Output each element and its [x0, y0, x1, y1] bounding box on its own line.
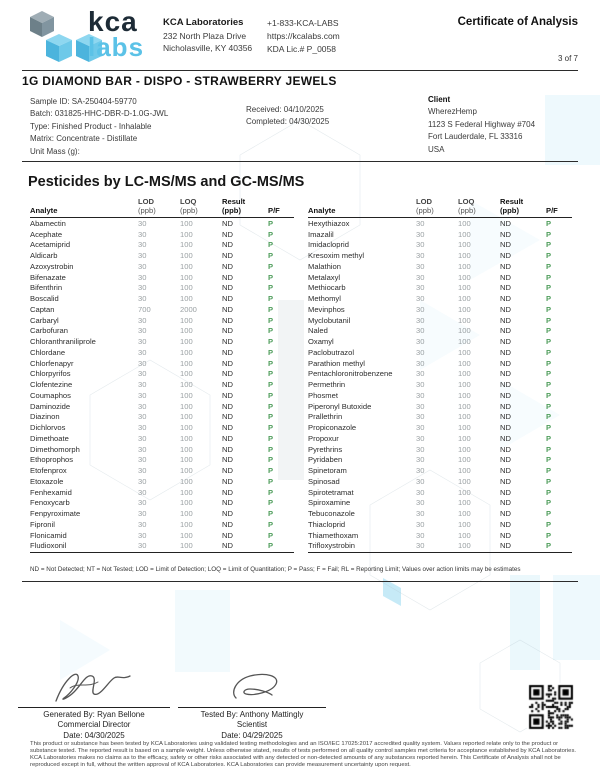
lab-name: KCA Laboratories — [163, 17, 244, 28]
col-header-result: Result (ppb) — [500, 198, 546, 218]
table-row: Spinosad 30 100 ND P — [308, 476, 552, 486]
sample-type: Type: Finished Product - Inhalable — [30, 121, 152, 131]
generated-by-signature-icon — [34, 668, 154, 706]
tested-by-title: Scientist — [236, 720, 268, 730]
generated-by-signature-line — [18, 707, 170, 708]
sample-divider — [22, 161, 578, 162]
table-row: Propiconazole 30 100 ND P — [308, 423, 552, 433]
client-label: Client — [428, 95, 451, 104]
tested-by-signature-line — [178, 707, 326, 708]
tested-by-signature-block — [178, 668, 326, 741]
col-header-loq: LOQ (ppb) — [458, 198, 500, 218]
table-row: Thiamethoxam 30 100 ND P — [308, 530, 552, 540]
page-number: 3 of 7 — [557, 54, 578, 63]
lab-website[interactable]: https://kcalabs.com — [267, 30, 340, 41]
col-header-lod: LOD (ppb) — [138, 198, 180, 218]
sample-matrix: Matrix: Concentrate - Distillate — [30, 134, 138, 144]
table-row: Fludioxonil 30 100 ND P — [30, 541, 294, 552]
generated-by-title: Commercial Director — [57, 720, 131, 730]
table-row: Daminozide 30 100 ND P — [30, 401, 274, 411]
table-row: Pyridaben 30 100 ND P — [308, 455, 552, 465]
lab-license: KDA Lic.# P_0058 — [267, 43, 336, 54]
col-header-loq: LOQ (ppb) — [180, 198, 222, 218]
dates-block — [246, 104, 329, 129]
table-row: Spinetoram 30 100 ND P — [308, 466, 552, 476]
table-row: Fenpyroximate 30 100 ND P — [30, 509, 274, 519]
table-row: Kresoxim methyl 30 100 ND P — [308, 251, 552, 261]
table-row: Pentachloronitrobenzene 30 100 ND P — [308, 369, 552, 379]
lab-phone: +1-833-KCA-LABS — [267, 18, 339, 28]
logo-text-kca: kca — [88, 6, 138, 37]
section-title: Pesticides by LC-MS/MS and GC-MS/MS — [28, 174, 305, 190]
table-row: Naled 30 100 ND P — [308, 326, 552, 336]
received-date: Received: 04/10/2025 — [246, 105, 324, 114]
table-row: Coumaphos 30 100 ND P — [30, 390, 274, 400]
table-row: Boscalid 30 100 ND P — [30, 294, 274, 304]
lab-address-block — [163, 16, 252, 54]
footnote-divider — [22, 581, 578, 582]
lab-address-line1: 232 North Plaza Drive — [163, 30, 247, 41]
table-row: Chlordane 30 100 ND P — [30, 347, 274, 357]
table-row: Dimethoate 30 100 ND P — [30, 433, 274, 443]
table-row: Hexythiazox 30 100 ND P — [308, 218, 552, 228]
table-row: Carbaryl 30 100 ND P — [30, 315, 274, 325]
table-row: Bifenthrin 30 100 ND P — [30, 283, 274, 293]
table-row: Spirotetramat 30 100 ND P — [308, 487, 552, 497]
table-row: Mevinphos 30 100 ND P — [308, 304, 552, 314]
table-row: Dimethomorph 30 100 ND P — [30, 444, 274, 454]
table-row: Paclobutrazol 30 100 ND P — [308, 347, 552, 357]
table-row: Metalaxyl 30 100 ND P — [308, 272, 552, 282]
table-row: Ethoprophos 30 100 ND P — [30, 455, 274, 465]
table-row: Pyrethrins 30 100 ND P — [308, 444, 552, 454]
table-row: Myclobutanil 30 100 ND P — [308, 315, 552, 325]
table-row: Oxamyl 30 100 ND P — [308, 337, 552, 347]
table-row: Parathion methyl 30 100 ND P — [308, 358, 552, 368]
sample-unit-mass: Unit Mass (g): — [30, 146, 80, 156]
completed-date: Completed: 04/30/2025 — [246, 117, 330, 127]
table-row: Phosmet 30 100 ND P — [308, 390, 552, 400]
table-row: Methomyl 30 100 ND P — [308, 294, 552, 304]
client-address1: 1123 S Federal Highway #704 — [428, 119, 536, 129]
generated-by-date: Date: 04/30/2025 — [63, 730, 125, 740]
pesticides-table-right — [308, 198, 572, 553]
col-header-pf: P/F — [268, 198, 294, 218]
table-row: Spiroxamine 30 100 ND P — [308, 498, 552, 508]
table-row: Bifenazate 30 100 ND P — [30, 272, 274, 282]
table-row: Etoxazole 30 100 ND P — [30, 476, 274, 486]
col-header-result: Result (ppb) — [222, 198, 268, 218]
table-row: Tebuconazole 30 100 ND P — [308, 509, 552, 519]
table-row: Prallethrin 30 100 ND P — [308, 412, 552, 422]
table-row: Acephate 30 100 ND P — [30, 229, 274, 239]
table-row: Methiocarb 30 100 ND P — [308, 283, 552, 293]
table-row: Piperonyl Butoxide 30 100 ND P — [308, 401, 552, 411]
table-row: Azoxystrobin 30 100 ND P — [30, 261, 274, 271]
table-row: Chloranthraniliprole 30 100 ND P — [30, 337, 274, 347]
pesticides-table-left — [30, 198, 294, 553]
client-block — [428, 94, 535, 156]
lab-contact-block — [267, 17, 340, 55]
table-row: Acetamiprid 30 100 ND P — [30, 240, 274, 250]
logo-wordmark — [88, 8, 144, 60]
qr-code — [527, 683, 575, 731]
col-header-pf: P/F — [546, 198, 572, 218]
table-footnote: ND = Not Detected; NT = Not Tested; LOD = Limit of Detection; LOQ = Limit of Quantitation; P = Pass; F = Fail; RL = Reporting Limit; Values over action limits may be estimates — [30, 566, 521, 573]
generated-by-name: Generated By: Ryan Bellone — [43, 710, 145, 719]
table-row: Etofenprox 30 100 ND P — [30, 466, 274, 476]
generated-by-signature-block — [18, 668, 170, 741]
col-header-analyte: Analyte — [30, 198, 138, 218]
client-country: USA — [428, 144, 445, 154]
table-row: Aldicarb 30 100 ND P — [30, 251, 274, 261]
table-row: Fipronil 30 100 ND P — [30, 519, 274, 529]
table-row: Fenhexamid 30 100 ND P — [30, 487, 274, 497]
sample-id: Sample ID: SA-250404-59770 — [30, 97, 137, 106]
tested-by-date: Date: 04/29/2025 — [221, 730, 283, 740]
table-row: Clofentezine 30 100 ND P — [30, 380, 274, 390]
header-divider — [22, 70, 578, 71]
product-title: 1G DIAMOND BAR - DISPO - STRAWBERRY JEWELS — [22, 74, 337, 88]
table-row: Captan 700 2000 ND P — [30, 304, 274, 314]
table-row: Diazinon 30 100 ND P — [30, 412, 274, 422]
sample-info-block — [30, 96, 168, 158]
table-row: Permethrin 30 100 ND P — [308, 380, 552, 390]
table-row: Propoxur 30 100 ND P — [308, 433, 552, 443]
col-header-analyte: Analyte — [308, 198, 416, 218]
client-address2: Fort Lauderdale, FL 33316 — [428, 132, 523, 142]
col-header-lod: LOD (ppb) — [416, 198, 458, 218]
logo-text-labs: labs — [88, 32, 145, 62]
tested-by-signature-icon — [192, 668, 312, 706]
document-title: Certificate of Analysis — [457, 16, 578, 28]
table-row: Dichlorvos 30 100 ND P — [30, 423, 274, 433]
table-row: Imidacloprid 30 100 ND P — [308, 240, 552, 250]
table-row: Fenoxycarb 30 100 ND P — [30, 498, 274, 508]
table-row: Abamectin 30 100 ND P — [30, 218, 274, 228]
tested-by-name: Tested By: Anthony Mattingly — [200, 710, 304, 719]
legal-disclaimer: This product or substance has been tested by KCA Laboratories using validated testing methodologies and an ISO/IEC 17025:2017 accredited quality system. Values reported relate only to the product or substance tested. The reported result is based on a sample weight. Unless otherwise stated, results of tests performed on all quality control samples met criteria for acceptance established by KCA Laboratories. KCA Laboratories makes no claims as to the efficacy, safety or other risks associated with any detected or non-detected amounts of any substances reported herein. This Certificate of Analysis shall not be reproduced except in full, without the written approval of KCA Laboratories. KCA Laboratories can provide measurement uncertainty upon request. — [30, 741, 577, 768]
table-row: Thiacloprid 30 100 ND P — [308, 519, 552, 529]
table-row: Chlorpyrifos 30 100 ND P — [30, 369, 274, 379]
table-row: Imazalil 30 100 ND P — [308, 229, 552, 239]
lab-address-line2: Nicholasville, KY 40356 — [163, 43, 253, 54]
sample-batch: Batch: 031825-HHC-DBR-D-1.0G-JWL — [30, 109, 169, 119]
table-row: Malathion 30 100 ND P — [308, 261, 552, 271]
table-row: Flonicamid 30 100 ND P — [30, 530, 274, 540]
table-row: Carbofuran 30 100 ND P — [30, 326, 274, 336]
table-row: Trifloxystrobin 30 100 ND P — [308, 541, 572, 552]
table-row: Chlorfenapyr 30 100 ND P — [30, 358, 274, 368]
client-name: WherezHemp — [428, 107, 477, 117]
